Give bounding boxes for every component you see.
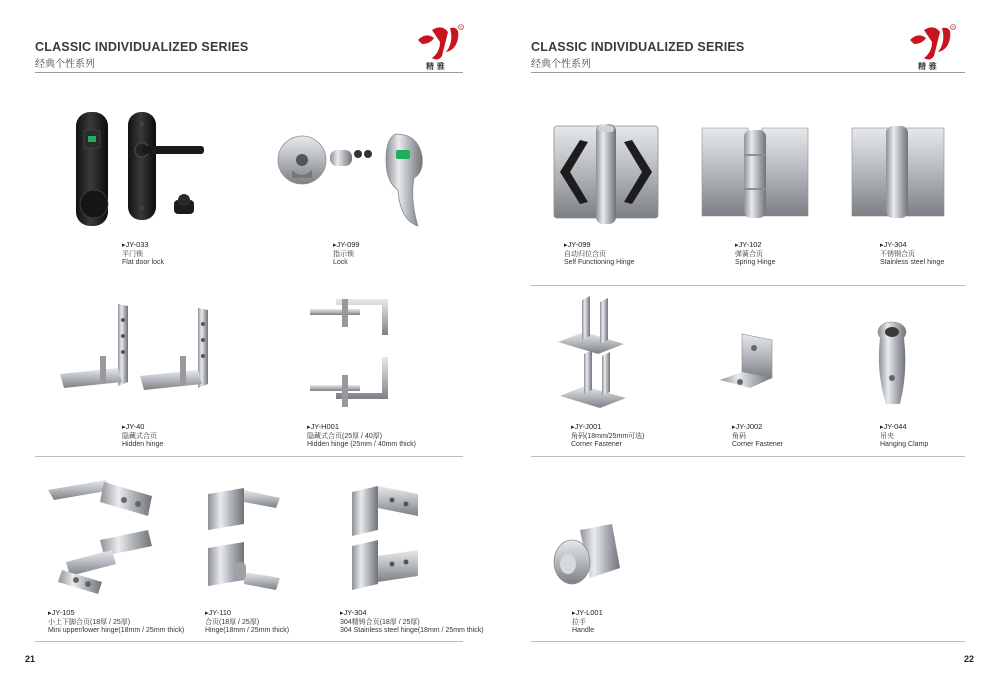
- product-image: [700, 124, 810, 222]
- brand-logo: [904, 22, 962, 72]
- product-image: [70, 108, 210, 233]
- product-name-en: Stainless steel hinge: [880, 259, 945, 266]
- product-code: ▸ JY-099: [564, 241, 634, 251]
- product-name-cn: 小上下脚合页(18厚 / 25厚): [48, 618, 131, 626]
- product-name-cn: 拉手: [572, 618, 586, 626]
- right-page: [500, 0, 1000, 679]
- svg-text:精 雅: 精 雅: [426, 62, 445, 71]
- product-name-cn: 平门锁: [122, 250, 143, 258]
- product-image: [268, 130, 448, 235]
- product-caption: [571, 423, 645, 450]
- product-code: ▸ JY-033: [122, 241, 164, 251]
- product-image: [308, 295, 398, 415]
- product-name-en: Handle: [572, 627, 595, 634]
- product-image: [58, 300, 218, 400]
- page-number: 21: [25, 654, 36, 664]
- section-divider: [531, 456, 965, 457]
- product-code: ▸ JY-J001: [571, 423, 645, 433]
- svg-text:精 雅: 精 雅: [918, 62, 937, 71]
- product-image: [850, 124, 946, 222]
- product-name-en: Hidden hinge: [122, 441, 164, 448]
- product-code: ▸ JY-044: [880, 423, 928, 433]
- brand-logo: [412, 22, 470, 72]
- product-code: ▸ JY-L001: [572, 609, 603, 619]
- product-image: [550, 520, 622, 596]
- product-caption: [205, 609, 289, 636]
- page-title: CLASSIC INDIVIDUALIZED SERIES: [531, 40, 745, 54]
- product-code: ▸ JY-099: [333, 241, 360, 251]
- product-name-en: Hinge(18mm / 25mm thick): [205, 627, 290, 634]
- product-image: [718, 330, 778, 400]
- product-caption: [880, 241, 944, 268]
- product-caption: [48, 609, 184, 636]
- product-name-en: Mini upper/lower hinge(18mm / 25mm thick): [48, 627, 185, 634]
- product-name-cn: 合页(18厚 / 25厚): [205, 618, 260, 626]
- product-name-cn: 隐藏式合页(25厚 / 40厚): [307, 432, 383, 440]
- product-code: ▸ JY-105: [48, 609, 184, 619]
- product-caption: [564, 241, 634, 268]
- product-name-cn: 304精铸合页(18厚 / 25厚): [340, 618, 420, 626]
- svg-text:®: ®: [459, 25, 463, 30]
- product-name-en: Corner Fastener: [732, 441, 783, 448]
- product-code: ▸ JY-J002: [732, 423, 783, 433]
- section-divider: [531, 285, 965, 286]
- product-name-en: Lock: [333, 259, 348, 266]
- product-caption: [122, 241, 164, 268]
- product-name-cn: 不锈钢合页: [880, 250, 915, 258]
- product-caption: [732, 423, 783, 450]
- product-code: ▸ JY-304: [340, 609, 484, 619]
- product-name-cn: 隐藏式合页: [122, 432, 157, 440]
- product-image: [204, 484, 284, 599]
- product-code: ▸ JY-H001: [307, 423, 416, 433]
- product-image: [552, 122, 660, 228]
- product-code: ▸ JY-304: [880, 241, 944, 251]
- product-name-cn: 吊夹: [880, 432, 894, 440]
- product-name-en: 304 Stainless steel hinge(18mm / 25mm thick): [340, 627, 484, 634]
- footer-rule: [531, 641, 965, 642]
- page-subtitle: 经典个性系列: [531, 59, 591, 70]
- product-name-en: Spring Hinge: [735, 259, 776, 266]
- product-name-cn: 弹簧合页: [735, 250, 763, 258]
- product-caption: [340, 609, 484, 636]
- product-caption: [735, 241, 775, 268]
- product-name-cn: 自动归位合页: [564, 250, 606, 258]
- product-name-en: Self Functioning Hinge: [564, 259, 635, 266]
- product-image: [874, 318, 910, 410]
- page-subtitle: 经典个性系列: [35, 59, 95, 70]
- product-caption: [333, 241, 360, 268]
- product-name-en: Hanging Clamp: [880, 441, 929, 448]
- product-name-en: Hidden hinge (25mm / 40mm thick): [307, 441, 416, 448]
- product-code: ▸ JY-40: [122, 423, 163, 433]
- product-name-cn: 指示锁: [333, 250, 354, 258]
- product-caption: [122, 423, 163, 450]
- product-name-en: Corner Fastener: [571, 441, 622, 448]
- product-name-cn: 角码: [732, 432, 746, 440]
- product-name-en: Flat door lock: [122, 259, 165, 266]
- section-divider: [35, 456, 463, 457]
- page-title: CLASSIC INDIVIDUALIZED SERIES: [35, 40, 249, 54]
- product-caption: [572, 609, 603, 636]
- product-image: [42, 476, 162, 601]
- product-name-cn: 角码(18mm/25mm可选): [571, 432, 645, 440]
- product-code: ▸ JY-102: [735, 241, 775, 251]
- header-rule: [35, 72, 463, 73]
- product-caption: [307, 423, 416, 450]
- svg-text:®: ®: [951, 25, 955, 30]
- product-image: [348, 480, 428, 598]
- product-code: ▸ JY-110: [205, 609, 289, 619]
- product-image: [554, 292, 634, 412]
- product-caption: [880, 423, 928, 450]
- page-number: 22: [964, 654, 975, 664]
- footer-rule: [35, 641, 463, 642]
- header-rule: [531, 72, 965, 73]
